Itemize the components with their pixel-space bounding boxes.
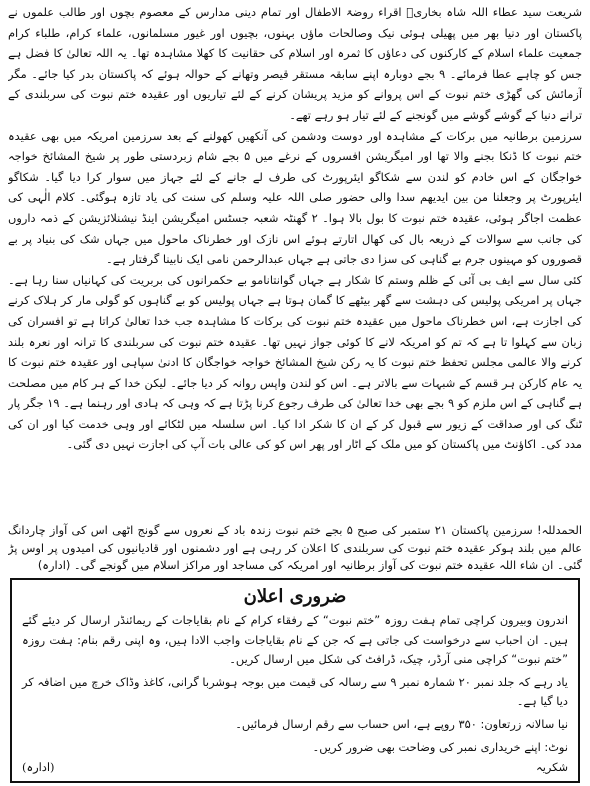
notice-title: ضروری اعلان <box>243 586 347 607</box>
notice-body <box>22 611 568 735</box>
notice-paragraph: اندرون وبیرون کراچی تمام ہفت روزہ ”ختم نبوت“ کے رفقاء کرام کے نام بقایاجات کے ریمائنڈر ارسال کر دیئے گئے ہیں۔ ان احباب سے درخواست کی جاتی ہے کہ جن کے نام بقایاجات واجب الادا ہیں، وہ اپنی رقم بنام: ہفت روزہ ”ختم نبوت“ کراچی منی آرڈر، چیک، ڈرافٹ کی شکل میں ارسال کریں۔ <box>22 613 568 667</box>
thanks-label: شکریہ <box>536 759 568 774</box>
signature: (ادارہ) <box>22 759 55 774</box>
article-body <box>8 2 582 518</box>
article-paragraph: شریعت سید عطاء اللہ شاہ بخاریؒ اقراء روضۃ الاطفال اور تمام دینی مدارس کے معصوم بچوں اور طالب علموں نے پاکستان اور دنیا بھر میں پھیلی ہوئی نیک وصالحات ماؤں بہنوں، بچیوں اور غیور مسلمانوں، علماء کرام، طلباء کرام جمعیت علماء اسلام کے کارکنوں کی دعاؤں کا ثمرہ اور اسلام کی حقانیت کا کھلا مشاہدہ تھا۔ یہ اللہ تعالیٰ کا فضل ہے جس کو چاہے عطا فرمائے۔ ۹ بجے دوبارہ اپنے سابقہ مستقر قیصر وتھانے کے حوالہ ہوئے کہ پاکستان بدر کیا جائے۔ مگر آزمائش کی گھڑی ختم نبوت کے اس پروانے کو مزید پریشان کرنے کے لئے تیاریوں اور عقیدہ ختم نبوت کی سربلندی کے ترانے دنیا کے گوشے گوشے میں گونجنے کے لئے تیار ہو رہے تھے۔ <box>8 5 582 122</box>
notice-footer <box>22 758 568 777</box>
notice-box <box>10 578 580 783</box>
article-closing <box>8 522 582 574</box>
notice-paragraph: یاد رہے کہ جلد نمبر ۲۰ شمارہ نمبر ۹ سے رسالہ کی قیمت میں بوجہ ہوشربا گرانی، کاغذ وڈاک خرچ میں اضافہ کر دیا گیا ہے۔ <box>22 674 568 709</box>
notice-paragraph: نیا سالانہ زرتعاون: ۳۵۰ روپے ہے، اس حساب سے رقم ارسال فرمائیں۔ <box>235 716 568 731</box>
notice-footer-note: نوٹ: اپنے خریداری نمبر کی وضاحت بھی ضرور کریں۔ <box>312 739 568 754</box>
article-paragraph: سرزمین برطانیہ میں برکات کے مشاہدہ اور دوست ودشمن کی آنکھیں کھولنے کے بعد سرزمین امریکہ میں بھی عقیدہ ختم نبوت کا ڈنکا بجنے والا تھا اور امیگریشن افسروں کے نرغے میں ۵ بجے شام زبردستی طور پر شیخ المشائخ خواجہ خواجگان کے اس خادم کو لندن سے شکاگو ایئرپورٹ کی طرف لے جانے کے لئے جہاز میں سوار کرا دیا گیا۔ شکاگو ایئرپورٹ پر وجعلنا من بین ایدیھم سدا والی حضور صلی اللہ علیہ وسلم کی سنت کی یاد تازہ ہوگئی۔ کلام الٰہی کی عظمت اجاگر ہوئی، عقیدہ ختم نبوت کا بول بالا ہوا۔ ۲ گھنٹہ شعبہ جسٹس امیگریشن اینڈ نیشنلائزیشن کے ذمہ داروں کی جانب سے سوالات کے ذریعہ بال کی کھال اتارتے ہوئے اس نازک اور خطرناک ماحول میں جہاں شک کی بنیاد پر بے قصوروں کو مہینوں جرم بے گناہی کی سزا دی جاتی ہے جہاں عبدالرحمن نامی ایک نابینا گرفتار ہے۔ <box>8 128 582 267</box>
closing-text: الحمدللہ! سرزمین پاکستان ۲۱ ستمبر کی صبح ۵ بجے ختم نبوت زندہ باد کے نعروں سے گونج اٹھی اس کی آواز چاردانگ عالم میں بلند ہوکر عقیدہ ختم نبوت کی سربلندی کا اعلان کر رہی ہے اور دشمنوں اور قادیانیوں کی امیدوں پر اوس پڑ گئی۔ ان شاء اللہ عقیدہ ختم نبوت کی آواز برطانیہ اور امریکہ کی مساجد اور مراکز اسلام میں گونجے گی۔ (ادارہ) <box>8 523 582 572</box>
article-paragraph: کئی سال سے ایف بی آئی کے ظلم وستم کا شکار ہے جہاں گوانتانامو بے حکمرانوں کی بربریت کی کہانیاں سنا رہا ہے۔ جہاں پر امریکی پولیس کی دہشت سے گھر بیٹھے کا گمان ہوتا ہے جہاں پولیس کو بے گناہوں کو گولی مار کر ہلاک کرنے کی اجازت ہے، اس خطرناک ماحول میں عقیدہ ختم نبوت کی برکات کا مشاہدہ جب خدا تعالیٰ کراتا ہے تو افسران کی زبان سے کہلوا تا ہے کہ تم کو امریکہ لانے کا کوئی جواز نہیں تھا۔ عقیدہ ختم نبوت کی سربلندی کا ترانہ اور نعرہ بلند کرنے والا عالمی مجلس تحفظ ختم نبوت کا یہ رکن شیخ المشائخ خواجہ خواجگان کا ادنیٰ سپاہی اور عقیدہ ختم نبوت کا یہ عام کارکن ہر قسم کے شبہات سے بالاتر ہے۔ اس کو لندن واپس روانہ کر دیا جائے۔ لیکن خدا کے ہر کام میں مصلحت ہے گناہی کے اس ملزم کو ۹ بجے بھی خدا تعالیٰ کی طرف رجوع کرنا پڑتا ہے کہ وہی کہ ہادی اور رہنما ہے۔ ۱۹ جگر پار ٹنگ کی اور صداقت کے زیور سے قبول کر کے ان کا شکر ادا کیا۔ اس سلسلہ میں لٹکائے اور وہی خدمت کیا اور ان کی مدد کی۔ اکاؤنٹ میں پاکستان کو میں ملک کے اٹار اور پھر اس کو کی عالی بات آپ کی اجازت نہیں دی گئی۔ <box>8 272 582 452</box>
